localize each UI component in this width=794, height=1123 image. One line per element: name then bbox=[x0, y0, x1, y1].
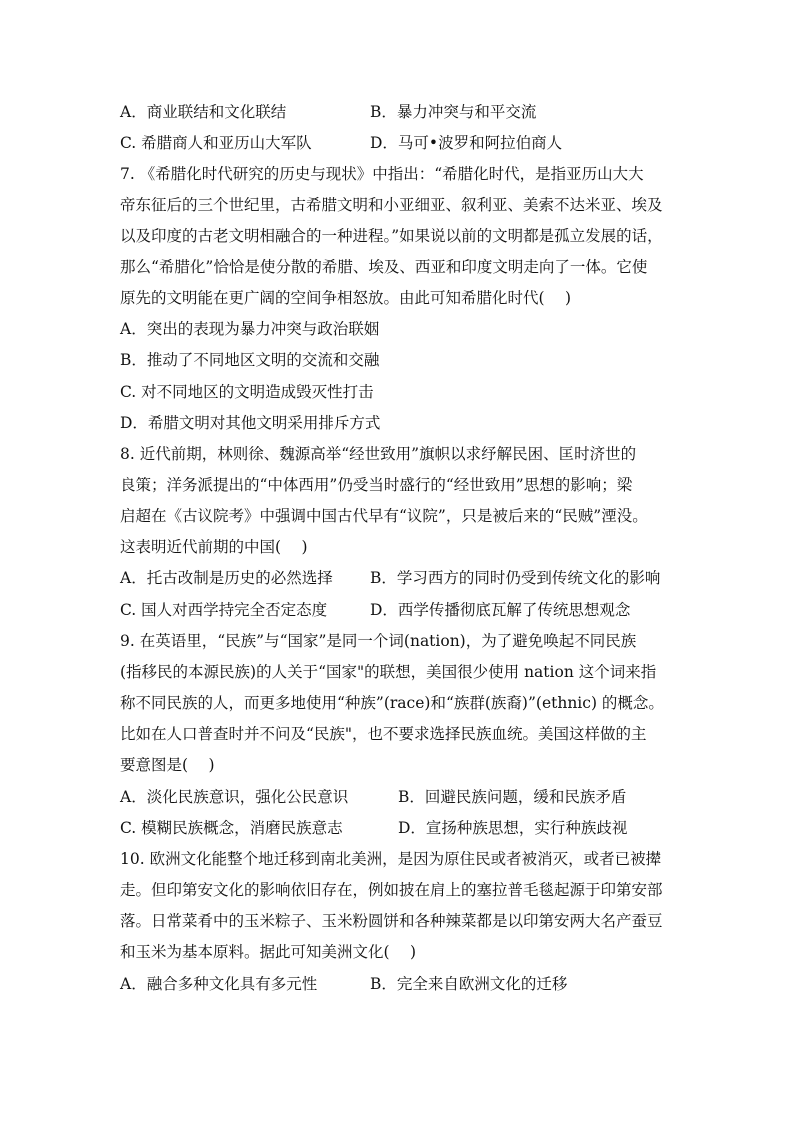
q9-stem-line: 称不同民族的人，而更多地使用“种族”(race)和“族群(族裔)”(ethnic) 的概念。 bbox=[120, 694, 664, 712]
q8-stem-line: 8. 近代前期，林则徐、魏源高举“经世致用”旗帜以求纾解民困、匡时济世的 bbox=[120, 445, 637, 463]
q6-option-b: B．暴力冲突与和平交流 bbox=[370, 103, 537, 121]
q9-option-c: C. 模糊民族概念，消磨民族意志 bbox=[120, 819, 343, 837]
q8-option-d: D．西学传播彻底瓦解了传统思想观念 bbox=[370, 601, 631, 619]
q10-stem-line: 落。日常菜肴中的玉米粽子、玉米粉圆饼和各种辣菜都是以印第安两大名产蚕豆 bbox=[120, 912, 663, 930]
q8-option-b: B．学习西方的同时仍受到传统文化的影响 bbox=[370, 569, 661, 587]
q7-stem-line: 那么“希腊化”恰恰是使分散的希腊、埃及、西亚和印度文明走向了一体。它使 bbox=[120, 258, 648, 276]
q7-option-c: C. 对不同地区的文明造成毁灭性打击 bbox=[120, 383, 374, 401]
q8-option-c: C. 国人对西学持完全否定态度 bbox=[120, 601, 328, 619]
q8-stem-line: 启超在《古议院考》中强调中国古代早有“议院”，只是被后来的“民贼”湮没。 bbox=[120, 507, 648, 525]
q8-stem-line: 良策；洋务派提出的“中体西用”仍受当时盛行的“经世致用”思想的影响；梁 bbox=[120, 476, 633, 494]
q7-option-a: A．突出的表现为暴力冲突与政治联姻 bbox=[120, 320, 380, 338]
q7-stem-line: 原先的文明能在更广阔的空间争相怒放。由此可知希腊化时代( ) bbox=[120, 289, 572, 307]
q8-option-a: A．托古改制是历史的必然选择 bbox=[120, 569, 333, 587]
q6-option-d: D．马可•波罗和阿拉伯商人 bbox=[370, 134, 563, 152]
q9-stem-line: 要意图是( ) bbox=[120, 756, 215, 774]
q6-option-c: C. 希腊商人和亚历山大军队 bbox=[120, 134, 312, 152]
q10-stem-line: 和玉米为基本原料。据此可知美洲文化( ) bbox=[120, 943, 417, 961]
q7-stem-line: 以及印度的古老文明相融合的一种进程。”如果说以前的文明都是孤立发展的话， bbox=[120, 227, 663, 245]
q9-stem-line: 比如在人口普查时并不问及“民族"，也不要求选择民族血统。美国这样做的主 bbox=[120, 725, 647, 743]
q7-stem-line: 帝东征后的三个世纪里，古希腊文明和小亚细亚、叙利亚、美索不达米亚、埃及 bbox=[120, 196, 663, 214]
q7-option-d: D．希腊文明对其他文明采用排斥方式 bbox=[120, 414, 381, 432]
q9-option-a: A．淡化民族意识，强化公民意识 bbox=[120, 788, 349, 806]
q9-option-d: D．宣扬种族思想，实行种族歧视 bbox=[398, 819, 628, 837]
q9-option-b: B．回避民族问题，缓和民族矛盾 bbox=[398, 788, 627, 806]
q10-stem-line: 走。但印第安文化的影响依旧存在，例如披在肩上的塞拉普毛毯起源于印第安部 bbox=[120, 881, 663, 899]
q7-stem-line: 7. 《希腊化时代研究的历史与现状》中指出：“希腊化时代，是指亚历山大大 bbox=[120, 165, 644, 183]
q10-stem-line: 10. 欧洲文化能整个地迁移到南北美洲，是因为原住民或者被消灭，或者已被撵 bbox=[120, 850, 662, 868]
q8-stem-line: 这表明近代前期的中国( ) bbox=[120, 538, 308, 556]
q9-stem-line: 9. 在英语里，“民族”与“国家”是同一个词(nation)，为了避免唤起不同民族 bbox=[120, 632, 637, 650]
q10-option-a: A．融合多种文化具有多元性 bbox=[120, 975, 318, 993]
q10-option-b: B．完全来自欧洲文化的迁移 bbox=[370, 975, 568, 993]
q9-stem-line: (指移民的本源民族)的人关于“国家"的联想，美国很少使用 nation 这个词来指 bbox=[120, 663, 657, 681]
q6-option-a: A．商业联结和文化联结 bbox=[120, 103, 287, 121]
q7-option-b: B．推动了不同地区文明的交流和交融 bbox=[120, 351, 380, 369]
